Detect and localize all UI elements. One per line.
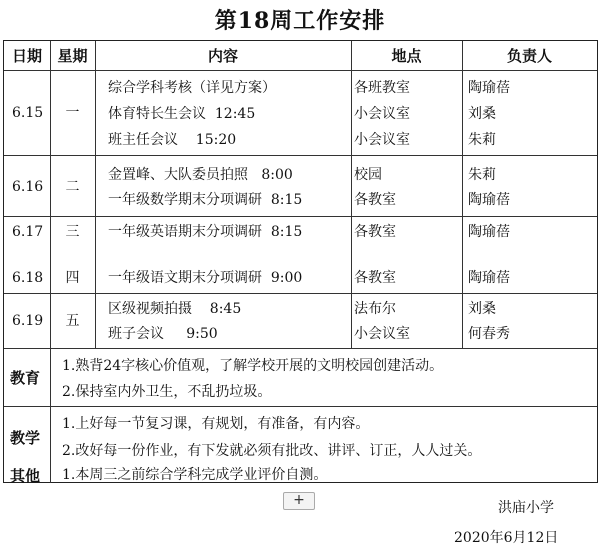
row-weekday: 一 <box>65 105 80 121</box>
row-content: 区级视频拍摄 8:45 <box>108 301 242 317</box>
section-item: 1.熟背24字核心价值观，了解学校开展的文明校园创建活动。 <box>62 358 444 374</box>
row-date: 6.19 <box>12 313 44 329</box>
row-content: 班主任会议 15:20 <box>108 132 237 148</box>
row-content: 体育特长生会议 12:45 <box>108 106 256 122</box>
row-person: 陶瑜蓓 <box>468 192 510 208</box>
table-row <box>4 216 597 248</box>
section-label: 教育 <box>10 369 41 387</box>
section-item: 1.上好每一节复习课，有规划，有准备，有内容。 <box>62 416 370 432</box>
row-person: 陶瑜蓓 <box>468 80 510 96</box>
row-place: 校园 <box>354 167 382 183</box>
row-weekday: 四 <box>65 270 80 286</box>
row-place: 法布尔 <box>354 301 396 317</box>
header-content: 内容 <box>207 47 238 65</box>
section-item: 2.保持室内外卫生，不乱扔垃圾。 <box>62 384 272 400</box>
row-person: 何春秀 <box>468 326 510 342</box>
section-label: 其他 <box>10 467 41 485</box>
row-person: 陶瑜蓓 <box>468 270 510 286</box>
row-person: 朱莉 <box>468 132 496 148</box>
row-content: 班子会议 9:50 <box>108 326 218 342</box>
header-person: 负责人 <box>506 47 552 65</box>
table-row <box>4 293 597 349</box>
school-name: 洪庙小学 <box>498 500 554 516</box>
schedule-table <box>3 40 598 483</box>
section-teaching <box>4 406 597 483</box>
table-row <box>4 155 597 217</box>
row-date: 6.18 <box>12 270 44 286</box>
row-place: 各教室 <box>354 192 396 208</box>
row-date: 6.17 <box>12 224 44 240</box>
row-content: 综合学科考核（详见方案） <box>108 80 276 96</box>
header-place: 地点 <box>391 47 422 65</box>
section-label: 教学 <box>10 429 41 447</box>
row-place: 各班教室 <box>354 80 410 96</box>
row-place: 各教室 <box>354 224 396 240</box>
row-date: 6.16 <box>12 179 44 195</box>
row-person: 刘桑 <box>468 301 496 317</box>
row-person: 朱莉 <box>468 167 496 183</box>
row-weekday: 二 <box>65 179 80 195</box>
document-date: 2020年6月12日 <box>454 530 559 546</box>
header-weekday: 星期 <box>57 47 88 65</box>
header-date: 日期 <box>11 47 42 65</box>
row-date: 6.15 <box>12 105 44 121</box>
page-title: 第18周工作安排 <box>214 8 386 34</box>
row-place: 小会议室 <box>354 106 410 122</box>
row-place: 小会议室 <box>354 132 410 148</box>
row-place: 各教室 <box>354 270 396 286</box>
row-person: 刘桑 <box>468 106 496 122</box>
row-person: 陶瑜蓓 <box>468 224 510 240</box>
row-content: 金置峰、大队委员拍照 8:00 <box>108 167 293 183</box>
row-content: 一年级数学期末分项调研 8:15 <box>108 192 303 208</box>
row-weekday: 三 <box>65 224 80 240</box>
section-item: 2.改好每一份作业，有下发就必须有批改、讲评、订正，人人过关。 <box>62 443 482 459</box>
row-weekday: 五 <box>65 313 80 329</box>
row-place: 小会议室 <box>354 326 410 342</box>
table-row <box>4 70 597 156</box>
section-item: 1.本周三之前综合学科完成学业评价自测。 <box>62 467 328 483</box>
table-row <box>4 247 597 291</box>
add-button[interactable]: + <box>283 492 315 510</box>
section-education <box>4 348 597 407</box>
row-content: 一年级语文期末分项调研 9:00 <box>108 270 303 286</box>
row-content: 一年级英语期末分项调研 8:15 <box>108 224 303 240</box>
